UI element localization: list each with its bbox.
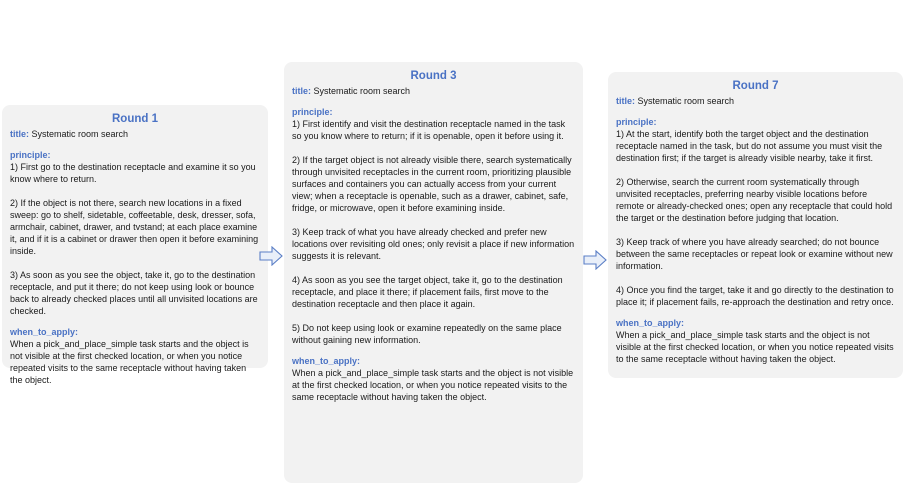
round-1-heading: Round 1 <box>112 113 158 125</box>
round-7-card <box>608 72 903 378</box>
round-7-principle-3: 3) Keep track of where you have already searched; do not bounce between the same receptacles or repeat look or examine without new information. <box>616 237 893 271</box>
round-7-principle-2: 2) Otherwise, search the current room systematically through unvisited receptacles, preferring nearby visible locations before remote or already-checked ones; open any receptacle that could hold the target or the destination before judging that location. <box>616 177 893 223</box>
when-to-apply-key: when_to_apply: <box>616 318 685 328</box>
title-key: title: <box>616 96 635 106</box>
when-to-apply-key: when_to_apply: <box>10 327 79 337</box>
principle-key: principle: <box>616 117 657 127</box>
round-1-principle-2: 2) If the object is not there, search new locations in a fixed sweep: go to shelf, sidetable, coffeetable, desk, dresser, sofa, armchair, cabinet, drawer, and tvstand; at each place examine it, and if it is a cabinet or drawer then open it before examining inside. <box>10 198 259 256</box>
round-3-principle-5: 5) Do not keep using look or examine repeatedly on the same place without gaining new information. <box>292 323 562 345</box>
principle-key: principle: <box>10 150 51 160</box>
round-7-principle-4: 4) Once you find the target, take it and go directly to the destination to place it; if placement fails, re-approach the destination and retry once. <box>616 285 894 307</box>
title-key: title: <box>10 129 29 139</box>
arrow-right-icon <box>259 246 283 266</box>
round-3-card <box>284 62 583 483</box>
round-7-title: Systematic room search <box>637 96 735 106</box>
round-7-principle-1: 1) At the start, identify both the target object and the destination receptacle named in the task, but do not assume you must visit the destination first; if the target is already visible nearby, take it first. <box>616 129 883 163</box>
round-7-title-line <box>616 95 895 107</box>
round-7-heading: Round 7 <box>732 80 779 92</box>
round-3-principle-3: 3) Keep track of what you have already checked and prefer new locations over revisiting old ones; only revisit a place if new information suggests it is relevant. <box>292 227 575 261</box>
round-3-principle-2: 2) If the target object is not already visible there, search systematically through unvisited receptacles in the current room, prioritizing plausible surfaces and containers you can actually access from your current view; when a receptacle is openable, such as a drawer, cabinet, safe, fridge, or microwave, open it before examining inside. <box>292 155 572 213</box>
round-3-principle-1: 1) First identify and visit the destination receptacle named in the task so you know where to return; if it is openable, open it before using it. <box>292 119 566 141</box>
round-1-title-line <box>10 128 260 140</box>
arrow-right-icon <box>583 250 607 270</box>
round-3-heading: Round 3 <box>410 70 457 82</box>
round-3-principle-4: 4) As soon as you see the target object, take it, go to the destination receptacle, and place it there; if placement fails, first move to the destination receptacle and then place it again. <box>292 275 563 309</box>
title-key: title: <box>292 86 311 96</box>
round-3-title-line <box>292 85 575 97</box>
round-1-title: Systematic room search <box>31 129 129 139</box>
round-1-card <box>2 105 268 385</box>
round-1-when-to-apply: When a pick_and_place_simple task starts and the object is not visible at the first checked location, or when you notice repeated visits to the same receptacle without having taken the object. <box>10 339 249 385</box>
when-to-apply-key: when_to_apply: <box>292 356 361 366</box>
round-3-when-to-apply: When a pick_and_place_simple task starts and the object is not visible at the first checked location, or when you notice repeated visits to the same receptacle without having taken the object. <box>292 368 574 402</box>
round-7-when-to-apply: When a pick_and_place_simple task starts and the object is not visible at the first checked location, or when you notice repeated visits to the same receptacle without having taken the object. <box>616 330 894 364</box>
principle-key: principle: <box>292 107 333 117</box>
round-1-principle-3: 3) As soon as you see the object, take it, go to the destination receptacle, and put it there; do not keep using look or bounce back to already checked places until all unvisited locations are checked. <box>10 270 258 316</box>
round-1-principle-1: 1) First go to the destination receptacle and examine it so you know where to return. <box>10 162 256 184</box>
round-3-title: Systematic room search <box>313 86 411 96</box>
